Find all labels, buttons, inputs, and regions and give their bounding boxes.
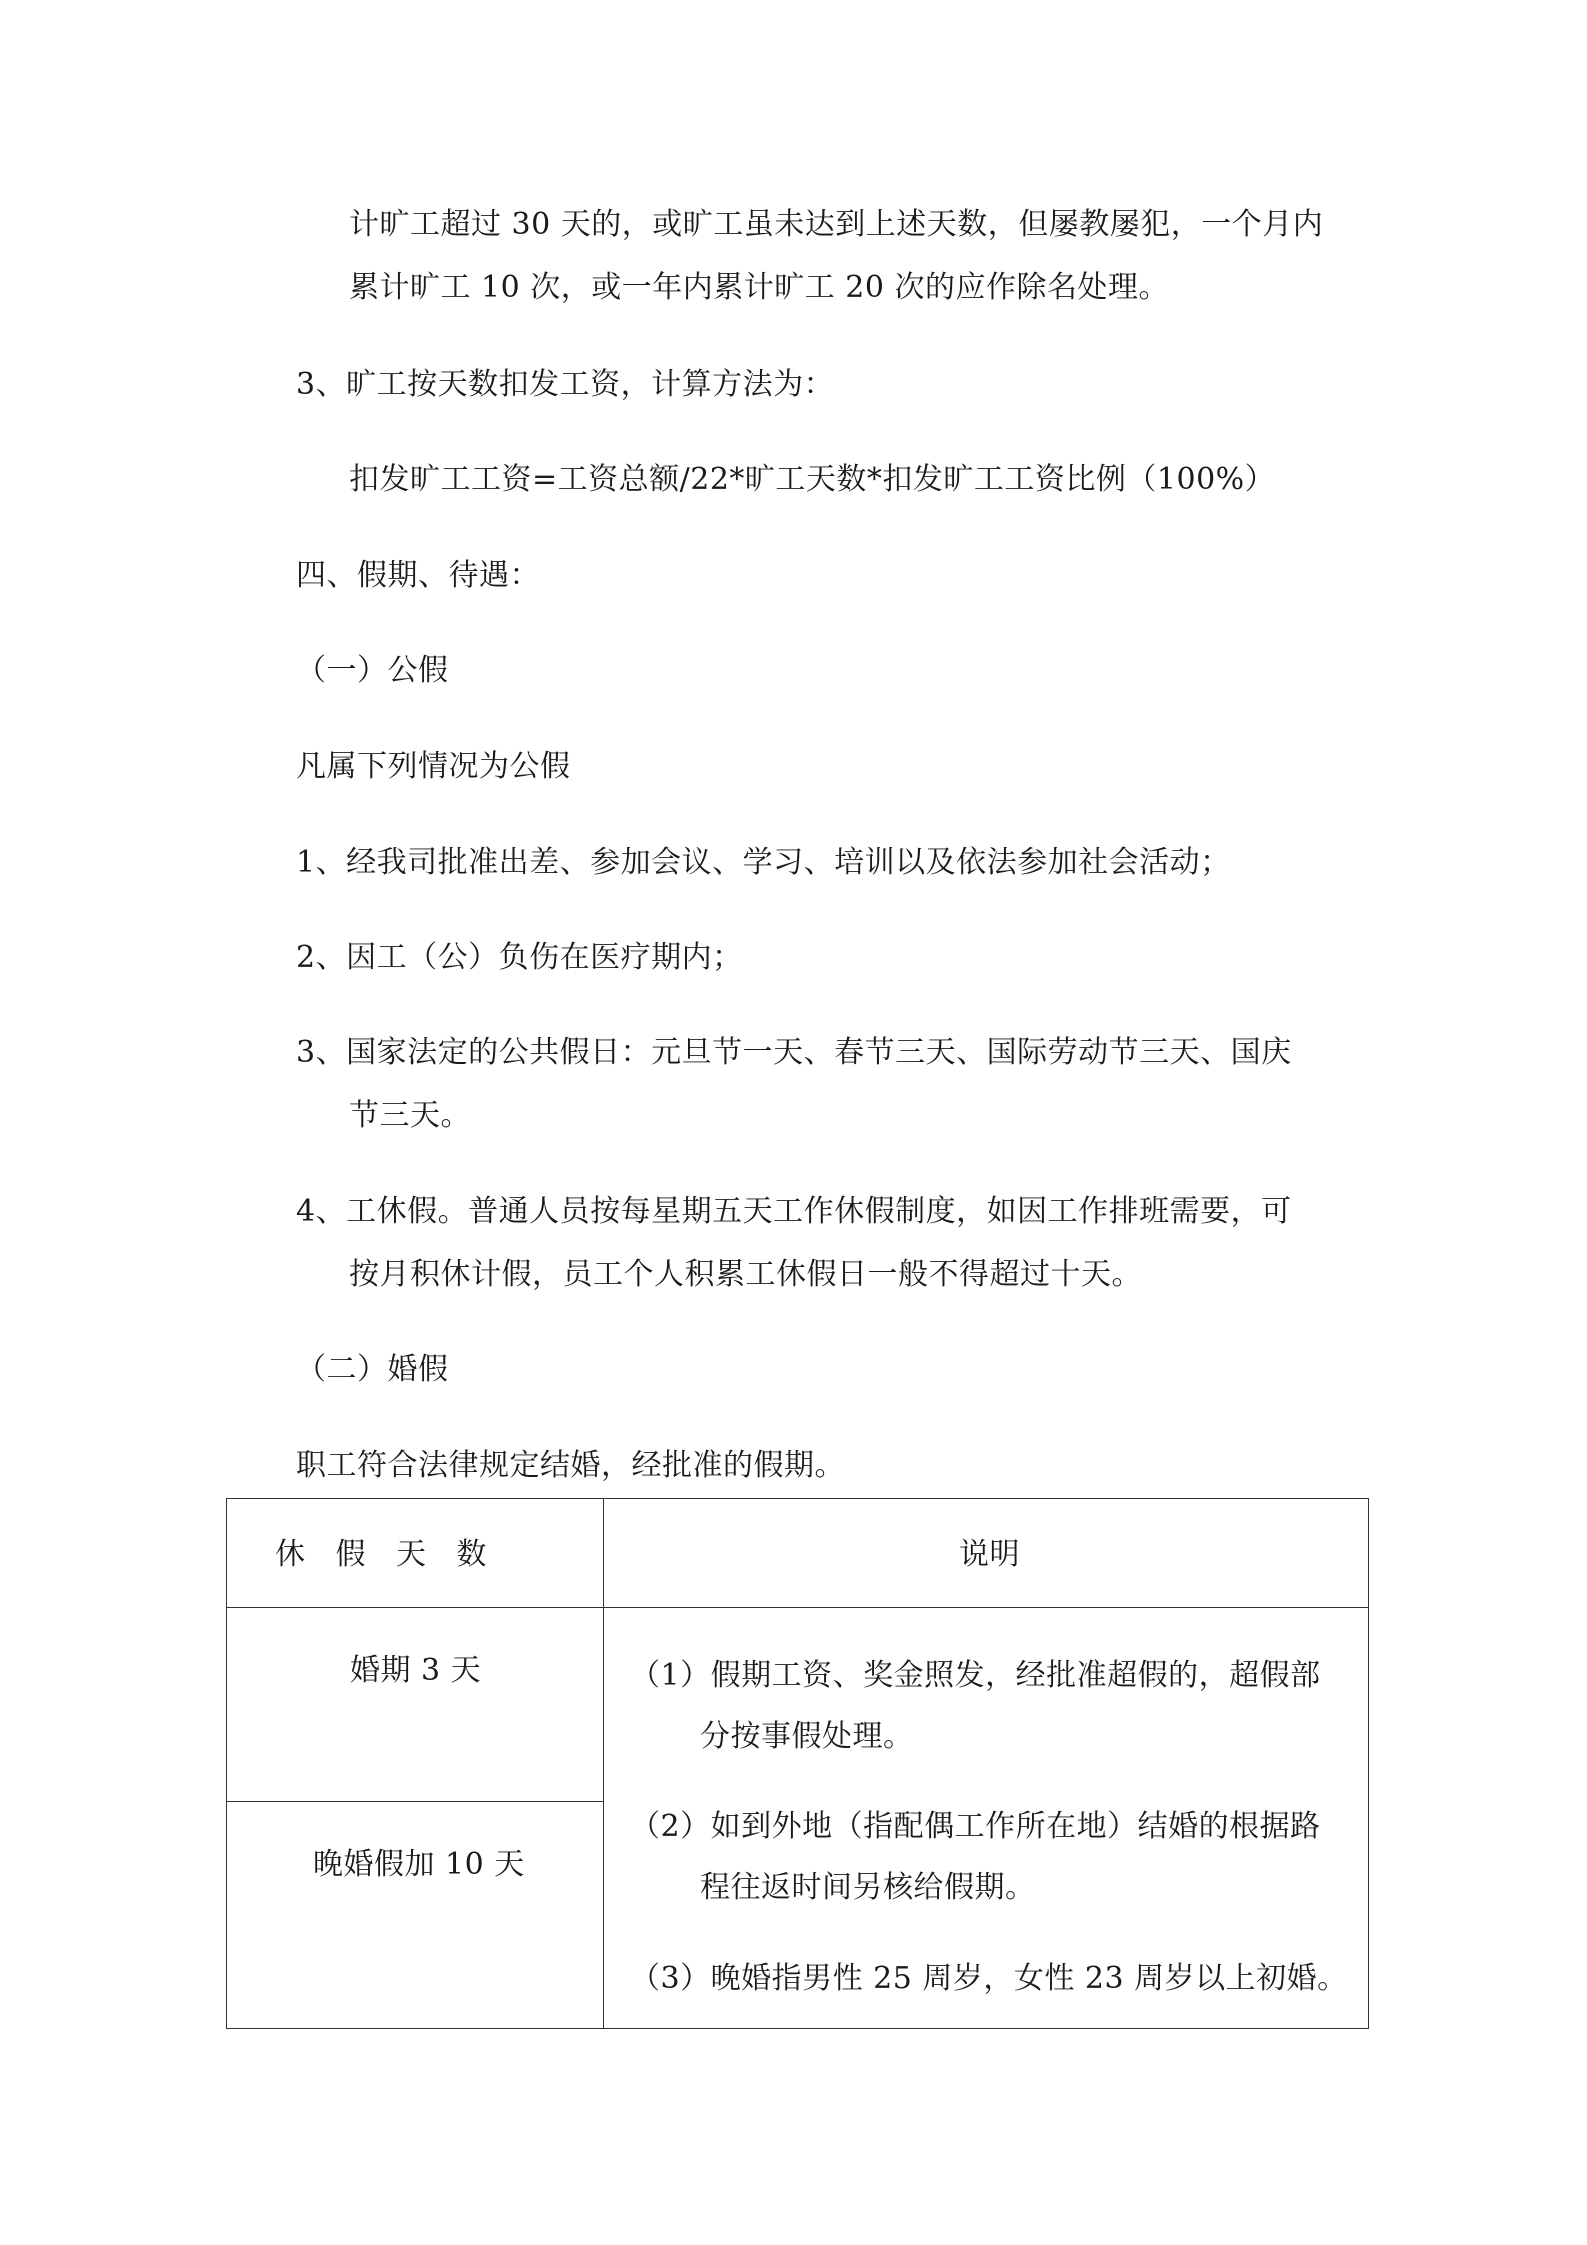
paragraph-line: 累计旷工 10 次，或一年内累计旷工 20 次的应作除名处理。 bbox=[349, 270, 1169, 305]
list-item: 4、工休假。普通人员按每星期五天工作休假制度，如因工作排班需要，可 bbox=[296, 1194, 1292, 1229]
table-header-description: 说明 bbox=[959, 1537, 1020, 1572]
list-item: 3、国家法定的公共假日：元旦节一天、春节三天、国际劳动节三天、国庆 bbox=[296, 1035, 1292, 1070]
table-note: （3）晚婚指男性 25 周岁，女性 23 周岁以上初婚。 bbox=[630, 1961, 1348, 1996]
paragraph-line: 职工符合法律规定结婚，经批准的假期。 bbox=[296, 1448, 845, 1483]
table-note-continuation: 程往返时间另核给假期。 bbox=[700, 1870, 1036, 1905]
subsection-heading: （二）婚假 bbox=[296, 1352, 449, 1387]
list-item-continuation: 按月积休计假，员工个人积累工休假日一般不得超过十天。 bbox=[349, 1257, 1142, 1292]
table-cell-marriage-days: 婚期 3 天 bbox=[350, 1653, 482, 1688]
paragraph-line: 3、旷工按天数扣发工资，计算方法为： bbox=[296, 367, 835, 402]
list-item-continuation: 节三天。 bbox=[349, 1098, 471, 1133]
table-note: （1）假期工资、奖金照发，经批准超假的，超假部 bbox=[630, 1658, 1321, 1693]
table-header-leave-days: 休 假 天 数 bbox=[275, 1537, 487, 1572]
marriage-leave-table bbox=[226, 1498, 1369, 2029]
subsection-heading: （一）公假 bbox=[296, 653, 449, 688]
table-note-continuation: 分按事假处理。 bbox=[700, 1719, 914, 1754]
table-header-divider bbox=[227, 1607, 1368, 1608]
list-item: 2、因工（公）负伤在医疗期内； bbox=[296, 940, 743, 975]
table-column-divider bbox=[603, 1499, 604, 2028]
paragraph-line: 计旷工超过 30 天的，或旷工虽未达到上述天数，但屡教屡犯，一个月内 bbox=[349, 207, 1324, 242]
list-item: 1、经我司批准出差、参加会议、学习、培训以及依法参加社会活动； bbox=[296, 845, 1231, 880]
formula-line: 扣发旷工工资=工资总额/22*旷工天数*扣发旷工工资比例（100%） bbox=[349, 462, 1276, 497]
table-row-divider bbox=[227, 1801, 603, 1802]
table-cell-late-marriage-days: 晚婚假加 10 天 bbox=[313, 1847, 525, 1882]
section-heading: 四、假期、待遇： bbox=[296, 558, 540, 593]
table-note: （2）如到外地（指配偶工作所在地）结婚的根据路 bbox=[630, 1809, 1321, 1844]
paragraph-line: 凡属下列情况为公假 bbox=[296, 749, 571, 784]
